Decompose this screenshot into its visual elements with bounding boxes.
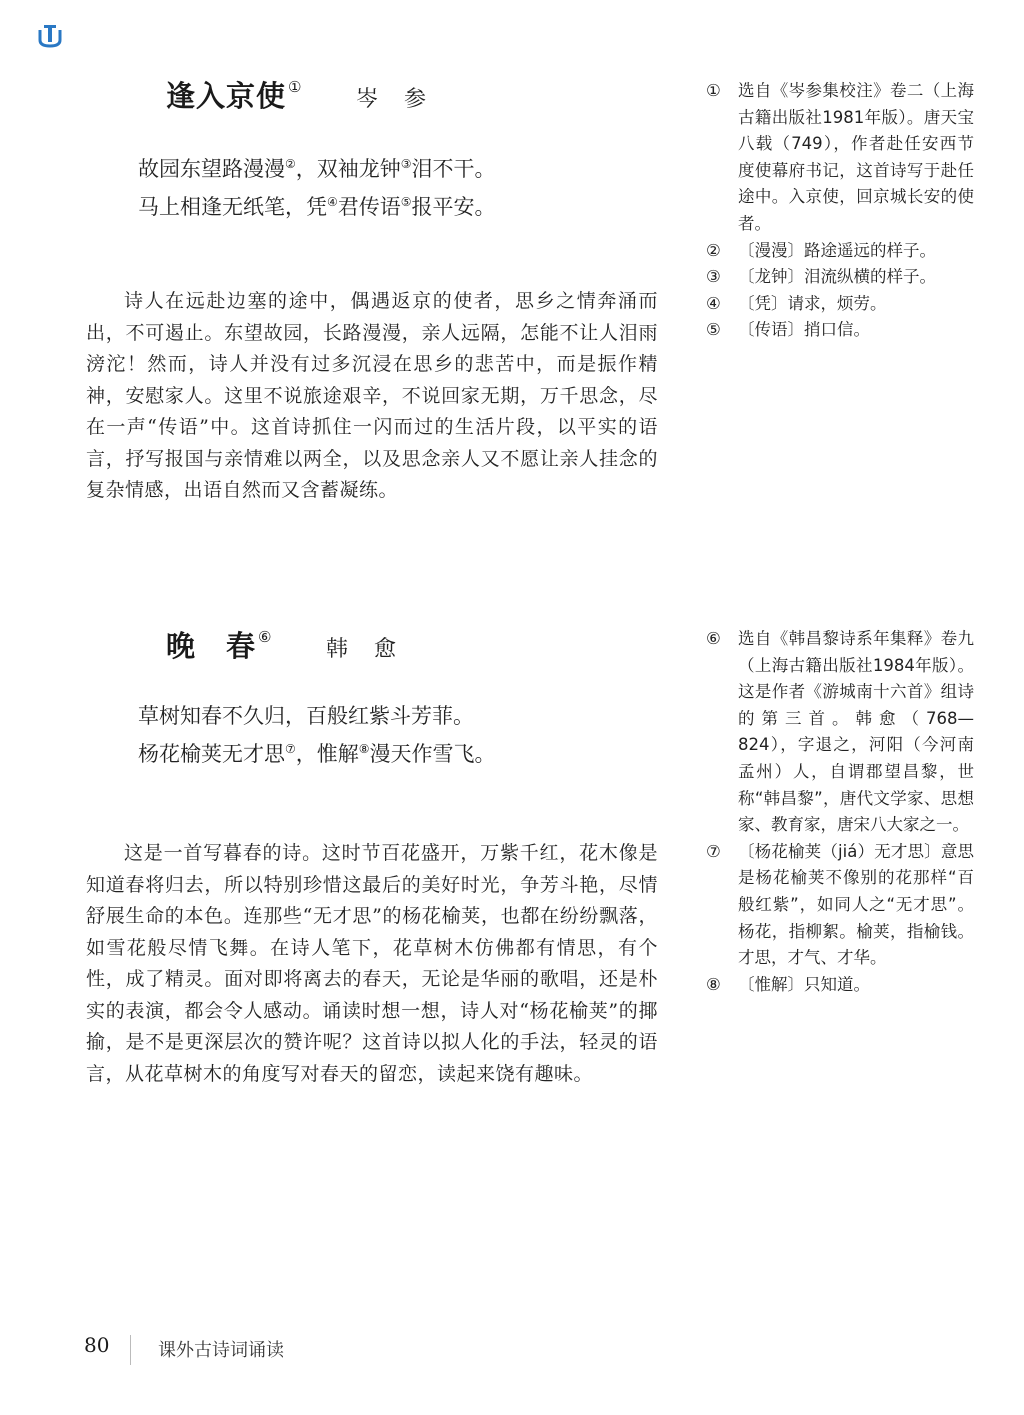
footnote-item (706, 972, 974, 999)
footnote-text: 〔凭〕请求，烦劳。 (738, 293, 887, 313)
footnote-text: 〔惟解〕只知道。 (738, 974, 870, 994)
footnote-item (706, 317, 974, 344)
publisher-logo-icon (36, 22, 64, 50)
verse-text: 报平安。 (411, 195, 496, 219)
verse-text: 漫天作雪飞。 (369, 742, 496, 766)
verse-text: 泪不干。 (411, 157, 496, 181)
poem2-commentary: 这是一首写暮春的诗。这时节百花盛开，万紫千红，花木像是知道春将归去，所以特别珍惜这最后的美好时光，争芳斗艳，尽情舒展生命的本色。连那些“无才思”的杨花榆荚，也都在纷纷飘落，如雪花般尽情飞舞。在诗人笔下，花草树木仿佛都有情思，有个性，成了精灵。面对即将离去的春天，无论是华丽的歌唱，还是朴实的表演，都会令人感动。诵读时想一想，诗人对“杨花榆荚”的揶揄，是不是更深层次的赞许呢？这首诗以拟人化的手法，轻灵的语言，从花草树木的角度写对春天的留恋，读起来饶有趣味。 (86, 842, 658, 1085)
verse-line (138, 148, 496, 186)
note-marker: ② (285, 157, 296, 171)
poem2-title: 晚 春 ⑥ (166, 628, 273, 663)
section-title: 课外古诗词诵读 (158, 1340, 284, 1361)
footnote-mark: ⑤ (706, 320, 721, 340)
note-marker: ⑧ (358, 742, 370, 756)
footnote-item (706, 839, 974, 972)
footnote-mark: ④ (706, 293, 721, 313)
footnote-text: 〔漫漫〕路途遥远的样子。 (738, 240, 936, 260)
verse-text: 杨花榆荚无才思 (138, 742, 285, 766)
poem2-notes (706, 626, 974, 998)
poem2-title-note: ⑥ (258, 628, 273, 646)
poem1-author: 岑参 (356, 87, 453, 112)
footnote-mark: ⑦ (706, 841, 721, 861)
verse-text: 草树知春不久归，百般红紫斗芳菲。 (138, 704, 474, 728)
footnote-mark: ⑧ (706, 974, 721, 994)
footnote-item (706, 238, 974, 265)
footnote-mark: ② (706, 240, 721, 260)
note-marker: ⑤ (400, 195, 412, 209)
note-marker: ⑦ (285, 742, 296, 756)
footnote-item (706, 291, 974, 318)
verse-line (138, 700, 496, 733)
verse-text: 君传语 (337, 195, 401, 219)
footnote-item (706, 626, 974, 839)
verse-text: 马上相逢无纸笔，凭 (138, 195, 327, 219)
verse-text: ，双袖龙钟 (295, 157, 401, 181)
poem1-notes (706, 78, 974, 344)
page-number: 80 (84, 1333, 110, 1357)
verse-line (138, 733, 496, 771)
poem1-commentary: 诗人在远赴边塞的途中，偶遇返京的使者，思乡之情奔涌而出，不可遏止。东望故园，长路漫漫，亲人远隔，怎能不让人泪雨滂沱！然而，诗人并没有过多沉浸在思乡的悲苦中，而是振作精神，安慰家人。这里不说旅途艰辛，不说回家无期，万千思念，尽在一声“传语”中。这首诗抓住一闪而过的生活片段，以平实的语言，抒写报国与亲情难以两全，以及思念亲人又不愿让亲人挂念的复杂情感，出语自然而又含蓄凝练。 (86, 290, 658, 501)
footnote-mark: ③ (706, 267, 721, 287)
footnote-item (706, 78, 974, 238)
verse-text: 故园东望路漫漫 (138, 157, 285, 181)
poem1-title-note: ① (288, 78, 303, 96)
footnote-text: 选自《韩昌黎诗系年集释》卷九（上海古籍出版社1984年版）。这是作者《游城南十六首》组诗的第三首。韩愈（768—824），字退之，河阳（今河南孟州）人，自谓郡望昌黎，世称“韩昌黎”，唐代文学家、思想家、教育家，唐宋八大家之一。 (738, 629, 974, 835)
footnote-text: 〔龙钟〕泪流纵横的样子。 (738, 267, 936, 287)
footer-divider (130, 1335, 131, 1365)
footnote-text: 〔杨花榆荚（jiá）无才思〕意思是杨花榆荚不像别的花那样“百般红紫”，如同人之“无才思”。杨花，指柳絮。榆荚，指榆钱。才思，才气、才华。 (738, 841, 974, 968)
poem1-verse (138, 148, 496, 224)
poem2-author: 韩愈 (326, 637, 423, 662)
footnote-text: 选自《岑参集校注》卷二（上海古籍出版社1981年版）。唐天宝八载（749），作者赴任安西节度使幕府书记，这首诗写于赴任途中。入京使，回京城长安的使者。 (738, 81, 974, 233)
poem1-title: 逢入京使 ① (166, 78, 303, 113)
note-marker: ③ (400, 157, 412, 171)
note-marker: ④ (327, 195, 338, 209)
footnote-item (706, 264, 974, 291)
verse-line (138, 186, 496, 224)
poem2-verse (138, 700, 496, 771)
footnote-mark: ① (706, 81, 721, 100)
verse-text: ，惟解 (295, 742, 359, 766)
footnote-mark: ⑥ (706, 629, 721, 648)
footnote-text: 〔传语〕捎口信。 (738, 320, 870, 340)
